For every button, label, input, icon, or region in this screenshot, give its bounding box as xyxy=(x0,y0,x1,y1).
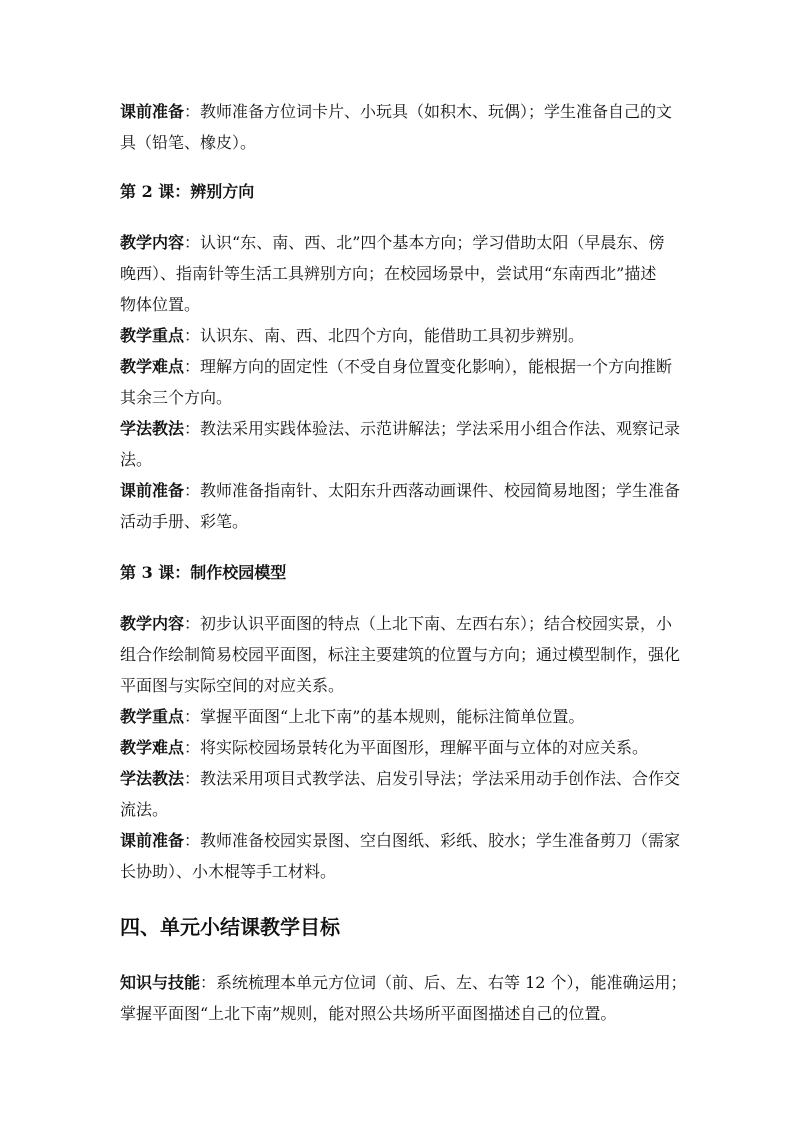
prep-paragraph-2 xyxy=(120,475,680,537)
difficulty-label: 教学难点 xyxy=(120,357,185,376)
content-label: 教学内容 xyxy=(120,614,185,633)
method-paragraph-2 xyxy=(120,413,680,475)
content-paragraph-2 xyxy=(120,227,680,320)
paragraph-text: ：认识东、南、西、北四个方向，能借助工具初步辨别。 xyxy=(184,326,585,345)
knowledge-label: 知识与技能 xyxy=(120,973,201,992)
paragraph-text: 法。 xyxy=(120,450,153,469)
paragraph-text: ：教师准备方位词卡片、小玩具（如积木、玩偶）；学生准备自己的文 xyxy=(184,102,673,121)
lesson-3-heading: 第 3 课：制作校园模型 xyxy=(120,563,287,582)
paragraph-text: 流法。 xyxy=(120,800,169,819)
paragraph-text: 物体位置。 xyxy=(120,295,201,314)
method-paragraph-3 xyxy=(120,763,680,825)
difficulty-paragraph-2 xyxy=(120,351,680,413)
paragraph-text: ：掌握平面图“上北下南”的基本规则，能标注简单位置。 xyxy=(184,707,585,726)
method-label: 学法教法 xyxy=(120,769,185,788)
paragraph-text: 掌握平面图“上北下南”规则，能对照公共场所平面图描述自己的位置。 xyxy=(120,1004,617,1023)
paragraph-text: ：教法采用项目式教学法、启发引导法；学法采用动手创作法、合作交 xyxy=(184,769,681,788)
prep-paragraph-1 xyxy=(120,96,680,158)
content-paragraph-3 xyxy=(120,608,680,701)
prep-paragraph-3 xyxy=(120,825,680,887)
method-label: 学法教法 xyxy=(120,419,185,438)
content-label: 教学内容 xyxy=(120,233,185,252)
key-point-label: 教学重点 xyxy=(120,707,185,726)
paragraph-text: 长协助）、小木棍等手工材料。 xyxy=(120,862,337,881)
paragraph-text: ：教师准备校园实景图、空白图纸、彩纸、胶水；学生准备剪刀（需家 xyxy=(184,831,681,850)
paragraph-text: ：认识“东、南、西、北”四个基本方向；学习借助太阳（早晨东、傍 xyxy=(184,233,665,252)
paragraph-text: 其余三个方向。 xyxy=(120,388,233,407)
prep-label: 课前准备 xyxy=(120,831,185,850)
paragraph-text: ：将实际校园场景转化为平面图形，理解平面与立体的对应关系。 xyxy=(184,738,649,757)
paragraph-text: 平面图与实际空间的对应关系。 xyxy=(120,676,345,695)
paragraph-text: 活动手册、彩笔。 xyxy=(120,512,249,531)
prep-label: 课前准备 xyxy=(120,102,185,121)
paragraph-text: ：教法采用实践体验法、示范讲解法；学法采用小组合作法、观察记录 xyxy=(184,419,681,438)
paragraph-text: 具（铅笔、橡皮）。 xyxy=(120,133,257,152)
lesson-2-heading: 第 2 课：辨别方向 xyxy=(120,182,255,201)
paragraph-text: ：初步认识平面图的特点（上北下南、左西右东）；结合校园实景，小 xyxy=(184,614,673,633)
paragraph-text: ：教师准备指南针、太阳东升西落动画课件、校园简易地图；学生准备 xyxy=(184,481,681,500)
paragraph-text: 组合作绘制简易校园平面图，标注主要建筑的位置与方向；通过模型制作，强化 xyxy=(120,645,681,664)
prep-label: 课前准备 xyxy=(120,481,185,500)
key-point-label: 教学重点 xyxy=(120,326,185,345)
difficulty-label: 教学难点 xyxy=(120,738,185,757)
difficulty-paragraph-3 xyxy=(120,732,680,763)
section-4-heading: 四、单元小结课教学目标 xyxy=(120,915,340,939)
paragraph-text: ：系统梳理本单元方位词（前、后、左、右等 12 个），能准确运用； xyxy=(200,973,687,992)
knowledge-paragraph xyxy=(120,967,687,1029)
key-point-paragraph-3 xyxy=(120,701,680,732)
key-point-paragraph-2 xyxy=(120,320,680,351)
paragraph-text: 晚西）、指南针等生活工具辨别方向；在校园场景中，尝试用“东南西北”描述 xyxy=(120,264,657,283)
paragraph-text: ：理解方向的固定性（不受自身位置变化影响），能根据一个方向推断 xyxy=(184,357,673,376)
